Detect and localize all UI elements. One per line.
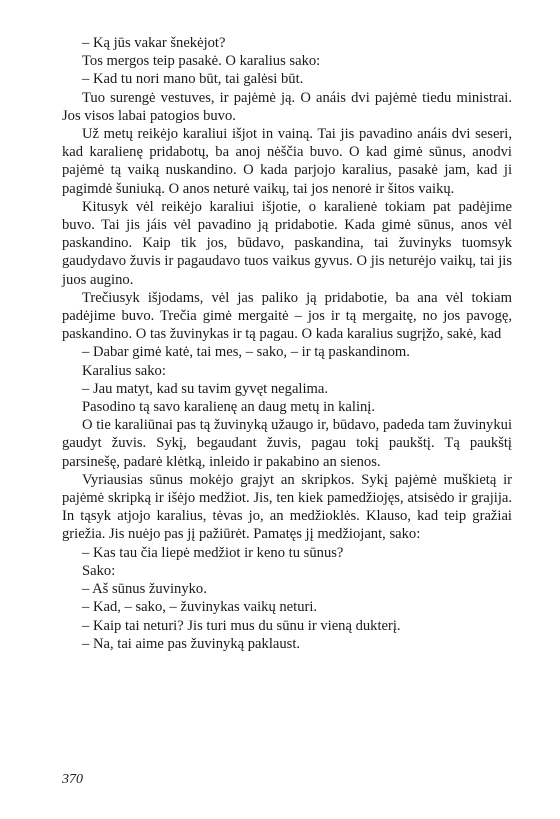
paragraph: – Na, tai aime pas žuvinyką paklaust.	[82, 635, 301, 652]
paragraph: Už metų reikėjo karaliui išjot in vainą. Tai jis pavadino anáis dvi seseri, kad karalienę pridabotų, ba anoj nėščia buvo. O kad gimė sūnus, anodvi pajėmė tą vaiką nuskandino. O kada parjojo karalius, pasakė jam, kad ji pagimdė šuniuką. O anos neturė vaikų, tai jos nenorė ir šitos vaikų.	[62, 126, 512, 197]
page-number: 370	[62, 772, 83, 787]
paragraph: Tos mergos teip pasakė. O karalius sako:	[82, 53, 321, 70]
paragraph: Kitusyk vėl reikėjo karaliui išjotie, o karalienė tokiam pat padėjime buvo. Tai jis jáis vėl pavadino ją pridabotie. Kada gimė sūnus, anos vėl paskandino. Kaip tik jos, būdavo, paskandina, tai žuvinyks tuomsyk gaudydavo žuvis ir pagaudavo tuos vaikus gyvus. O jis neturėjo vaikų, tai jis juos augino.	[62, 198, 512, 288]
paragraph: Pasodino tą savo karalienę an daug metų in kalinį.	[82, 399, 376, 416]
paragraph: – Kad, – sako, – žuvinykas vaikų neturi.	[82, 599, 318, 616]
paragraph: Trečiusyk išjodams, vėl jas paliko ją pridabotie, ba ana vėl tokiam padėjime buvo. Trečia gimė mergaitė – jos ir tą mergaitę, no jos pavogę, paskandino. O tas žuvinykas ir tą pagau. O kada karalius sugrįžo, sakė, kad	[62, 289, 512, 343]
paragraph: – Ką jūs vakar šnekėjot?	[82, 35, 226, 51]
paragraph: Karalius sako:	[82, 362, 166, 379]
paragraph: – Dabar gimė katė, tai mes, – sako, – ir tą paskandinom.	[82, 344, 410, 361]
paragraph: Sako:	[82, 562, 116, 579]
paragraph: O tie karaliūnai pas tą žuvinyką užaugo ir, būdavo, padeda tam žuvinykui gaudyt žuvis. Sykį, begaudant žuvis, pagau tokį paukštį. Tą paukštį parsinešę, padarė klėtką, inleido ir pakabino an sienos.	[62, 417, 512, 470]
paragraph: – Kas tau čia liepė medžiot ir keno tu sūnus?	[82, 544, 344, 561]
paragraph: – Jau matyt, kad su tavim gyvęt negalima.	[82, 380, 329, 397]
paragraph: Vyriausias sūnus mokėjo grajyt an skripkos. Sykį pajėmė muškietą ir pajėmė skripką ir išėjo medžiot. Jis, ten kiek pamedžiojęs, atsisėdo ir grajija. In tąsyk atjojo karalius, tėvas jo, an medžioklės. Klauso, kad teip gražiai griežia. Jis nuėjo pas jį pažiūrėt. Pamatęs jį medžiojant, sako:	[62, 471, 512, 543]
paragraph: Tuo surengė vestuves, ir pajėmė ją. O anáis dvi pajėmė tiedu ministrai. Jos visos labai patogios buvo.	[62, 89, 512, 124]
body-text	[62, 34, 512, 653]
paragraph: – Kaip tai neturi? Jis turi mus du sūnu ir vieną dukterį.	[82, 617, 401, 634]
paragraph: – Aš sūnus žuvinyko.	[82, 581, 207, 598]
paragraph: – Kad tu nori mano būt, tai galėsi būt.	[82, 71, 304, 88]
